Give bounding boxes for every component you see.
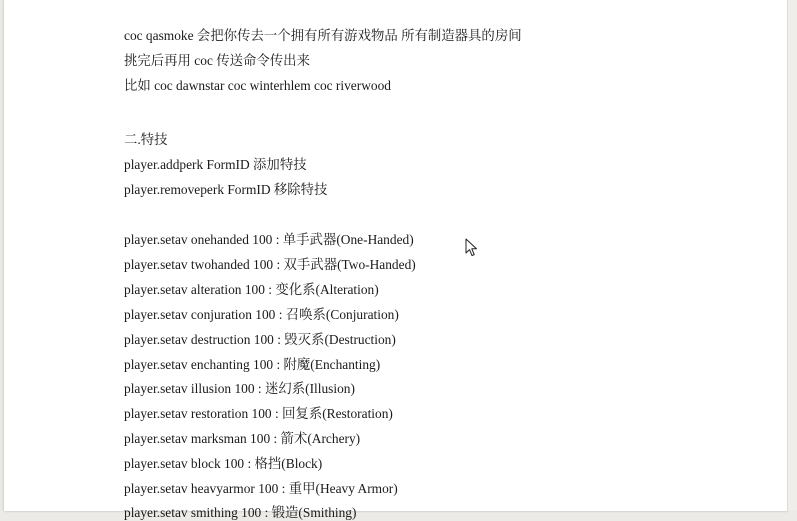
document-page bbox=[4, 0, 788, 520]
text-line-heavyarmor: player.setav heavyarmor 100 : 重甲(Heavy Armor) bbox=[124, 481, 398, 496]
text-line-twohanded: player.setav twohanded 100 : 双手武器(Two-Handed) bbox=[124, 257, 416, 272]
text-line-addperk: player.addperk FormID 添加特技 bbox=[124, 157, 307, 172]
text-line-marksman: player.setav marksman 100 : 箭术(Archery) bbox=[124, 431, 361, 446]
section-heading-perks: 二.特技 bbox=[124, 132, 168, 147]
text-line-destruction: player.setav destruction 100 : 毁灭系(Destruction) bbox=[124, 332, 396, 347]
text-line-coc-qasmoke: coc qasmoke 会把你传去一个拥有所有游戏物品 所有制造器具的房间 bbox=[124, 28, 522, 43]
text-line-block: player.setav block 100 : 格挡(Block) bbox=[124, 456, 323, 471]
text-line-conjuration: player.setav conjuration 100 : 召唤系(Conjuration) bbox=[124, 307, 399, 322]
text-line-alteration: player.setav alteration 100 : 变化系(Alteration) bbox=[124, 282, 379, 297]
text-line-restoration: player.setav restoration 100 : 回复系(Restoration) bbox=[124, 406, 393, 421]
text-line-coc-exit: 挑完后再用 coc 传送命令传出来 bbox=[124, 53, 310, 68]
text-line-illusion: player.setav illusion 100 : 迷幻系(Illusion) bbox=[124, 381, 355, 396]
mouse-pointer-icon bbox=[465, 238, 479, 258]
text-line-removeperk: player.removeperk FormID 移除特技 bbox=[124, 182, 328, 197]
text-line-enchanting: player.setav enchanting 100 : 附魔(Enchanting) bbox=[124, 357, 381, 372]
scrollbar-track[interactable] bbox=[787, 0, 797, 511]
text-line-coc-example: 比如 coc dawnstar coc winterhlem coc riverwood bbox=[124, 78, 391, 93]
text-line-smithing: player.setav smithing 100 : 锻造(Smithing) bbox=[124, 505, 357, 520]
text-line-onehanded: player.setav onehanded 100 : 单手武器(One-Handed) bbox=[124, 232, 414, 247]
